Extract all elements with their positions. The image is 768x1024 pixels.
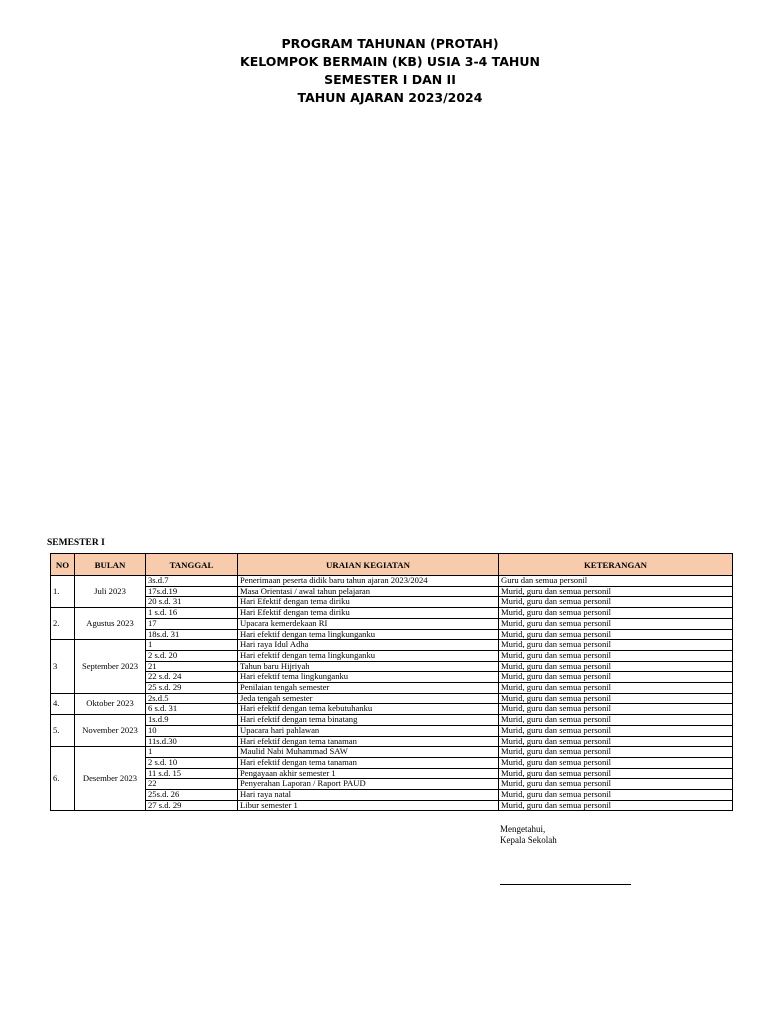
cell-uraian: Hari Efektif dengan tema diriku	[238, 608, 499, 619]
cell-uraian: Hari efektif dengan tema lingkunganku	[238, 650, 499, 661]
cell-tanggal: 18s.d. 31	[146, 629, 238, 640]
cell-keterangan: Murid, guru dan semua personil	[499, 747, 733, 758]
cell-keterangan: Murid, guru dan semua personil	[499, 693, 733, 704]
signature-acknowledged: Mengetahui,	[500, 824, 546, 834]
table-row	[51, 650, 733, 661]
signature-line	[500, 884, 631, 885]
cell-tanggal: 1	[146, 747, 238, 758]
cell-keterangan: Murid, guru dan semua personil	[499, 608, 733, 619]
table-row	[51, 790, 733, 801]
cell-tanggal: 21	[146, 661, 238, 672]
cell-keterangan: Murid, guru dan semua personil	[499, 704, 733, 715]
cell-tanggal: 1s.d.9	[146, 715, 238, 726]
cell-tanggal: 2 s.d. 10	[146, 757, 238, 768]
cell-keterangan: Murid, guru dan semua personil	[499, 715, 733, 726]
cell-tanggal: 1 s.d. 16	[146, 608, 238, 619]
cell-tanggal: 17s.d.19	[146, 586, 238, 597]
table-row	[51, 640, 733, 651]
table-row	[51, 693, 733, 704]
cell-tanggal: 6 s.d. 31	[146, 704, 238, 715]
table-header-row	[51, 554, 733, 576]
title-line-1: PROGRAM TAHUNAN (PROTAH)	[281, 36, 499, 51]
cell-tanggal: 17	[146, 618, 238, 629]
cell-keterangan: Murid, guru dan semua personil	[499, 790, 733, 801]
table-row	[51, 629, 733, 640]
cell-uraian: Masa Orientasi / awal tahun pelajaran	[238, 586, 499, 597]
column-header-no: NO	[51, 554, 75, 576]
table-row	[51, 768, 733, 779]
title-line-2: KELOMPOK BERMAIN (KB) USIA 3-4 TAHUN	[240, 54, 540, 69]
cell-tanggal: 3s.d.7	[146, 576, 238, 587]
cell-bulan: Agustus 2023	[75, 608, 146, 640]
cell-keterangan: Murid, guru dan semua personil	[499, 768, 733, 779]
cell-bulan: September 2023	[75, 640, 146, 694]
cell-keterangan: Murid, guru dan semua personil	[499, 725, 733, 736]
cell-uraian: Hari efektif tema lingkunganku	[238, 672, 499, 683]
title-line-3: SEMESTER I DAN II	[324, 72, 456, 87]
table-row	[51, 683, 733, 694]
cell-no: 5.	[51, 715, 75, 747]
cell-keterangan: Murid, guru dan semua personil	[499, 640, 733, 651]
cell-keterangan: Murid, guru dan semua personil	[499, 757, 733, 768]
table-row	[51, 672, 733, 683]
table-row	[51, 757, 733, 768]
cell-bulan: Desember 2023	[75, 747, 146, 811]
semester-label: SEMESTER I	[47, 538, 105, 548]
cell-keterangan: Murid, guru dan semua personil	[499, 597, 733, 608]
cell-uraian: Hari efektif dengan tema tanaman	[238, 757, 499, 768]
cell-uraian: Hari efektif dengan tema lingkunganku	[238, 629, 499, 640]
document-title	[0, 35, 768, 107]
program-table	[50, 553, 733, 811]
table-row	[51, 576, 733, 587]
cell-uraian: Hari efektif dengan tema kebutuhanku	[238, 704, 499, 715]
table-row	[51, 661, 733, 672]
table-row	[51, 800, 733, 811]
cell-bulan: November 2023	[75, 715, 146, 747]
table-body	[51, 576, 733, 811]
table-row	[51, 725, 733, 736]
cell-keterangan: Murid, guru dan semua personil	[499, 661, 733, 672]
cell-bulan: Oktober 2023	[75, 693, 146, 714]
table-row	[51, 597, 733, 608]
cell-tanggal: 25 s.d. 29	[146, 683, 238, 694]
title-line-4: TAHUN AJARAN 2023/2024	[297, 90, 483, 105]
table-row	[51, 618, 733, 629]
cell-tanggal: 2 s.d. 20	[146, 650, 238, 661]
column-header-bulan: BULAN	[75, 554, 146, 576]
cell-tanggal: 10	[146, 725, 238, 736]
table-row	[51, 715, 733, 726]
table-row	[51, 747, 733, 758]
cell-no: 6.	[51, 747, 75, 811]
cell-keterangan: Murid, guru dan semua personil	[499, 629, 733, 640]
cell-keterangan: Murid, guru dan semua personil	[499, 650, 733, 661]
signature-role: Kepala Sekolah	[500, 835, 557, 845]
cell-uraian: Hari efektif dengan tema binatang	[238, 715, 499, 726]
cell-tanggal: 27 s.d. 29	[146, 800, 238, 811]
cell-bulan: Juli 2023	[75, 576, 146, 608]
cell-uraian: Jeda tengah semester	[238, 693, 499, 704]
column-header-keterangan: KETERANGAN	[499, 554, 733, 576]
cell-tanggal: 1	[146, 640, 238, 651]
cell-uraian: Hari efektif dengan tema tanaman	[238, 736, 499, 747]
cell-keterangan: Murid, guru dan semua personil	[499, 672, 733, 683]
cell-uraian: Tahun baru Hijriyah	[238, 661, 499, 672]
cell-keterangan: Murid, guru dan semua personil	[499, 683, 733, 694]
signature-block	[500, 824, 557, 846]
cell-uraian: Hari Efektif dengan tema diriku	[238, 597, 499, 608]
cell-no: 1.	[51, 576, 75, 608]
cell-keterangan: Guru dan semua personil	[499, 576, 733, 587]
table-row	[51, 608, 733, 619]
cell-keterangan: Murid, guru dan semua personil	[499, 586, 733, 597]
cell-uraian: Libur semester 1	[238, 800, 499, 811]
cell-uraian: Hari raya natal	[238, 790, 499, 801]
cell-tanggal: 2s.d.5	[146, 693, 238, 704]
table-row	[51, 704, 733, 715]
cell-tanggal: 22	[146, 779, 238, 790]
cell-uraian: Upacara hari pahlawan	[238, 725, 499, 736]
cell-tanggal: 22 s.d. 24	[146, 672, 238, 683]
cell-uraian: Penilaian tengah semester	[238, 683, 499, 694]
cell-no: 3	[51, 640, 75, 694]
cell-keterangan: Murid, guru dan semua personil	[499, 736, 733, 747]
cell-keterangan: Murid, guru dan semua personil	[499, 618, 733, 629]
cell-uraian: Maulid Nabi Muhammad SAW	[238, 747, 499, 758]
cell-uraian: Penerimaan peserta didik baru tahun ajaran 2023/2024	[238, 576, 499, 587]
table-row	[51, 779, 733, 790]
cell-uraian: Penyerahan Laporan / Raport PAUD	[238, 779, 499, 790]
cell-keterangan: Murid, guru dan semua personil	[499, 779, 733, 790]
cell-tanggal: 11 s.d. 15	[146, 768, 238, 779]
cell-uraian: Upacara kemerdekaan RI	[238, 618, 499, 629]
cell-tanggal: 11s.d.30	[146, 736, 238, 747]
cell-tanggal: 25s.d. 26	[146, 790, 238, 801]
table-row	[51, 586, 733, 597]
cell-uraian: Pengayaan akhir semester 1	[238, 768, 499, 779]
table-row	[51, 736, 733, 747]
cell-no: 4.	[51, 693, 75, 714]
column-header-uraian: URAIAN KEGIATAN	[238, 554, 499, 576]
cell-tanggal: 20 s.d. 31	[146, 597, 238, 608]
column-header-tanggal: TANGGAL	[146, 554, 238, 576]
cell-no: 2.	[51, 608, 75, 640]
cell-uraian: Hari raya Idul Adha	[238, 640, 499, 651]
cell-keterangan: Murid, guru dan semua personil	[499, 800, 733, 811]
